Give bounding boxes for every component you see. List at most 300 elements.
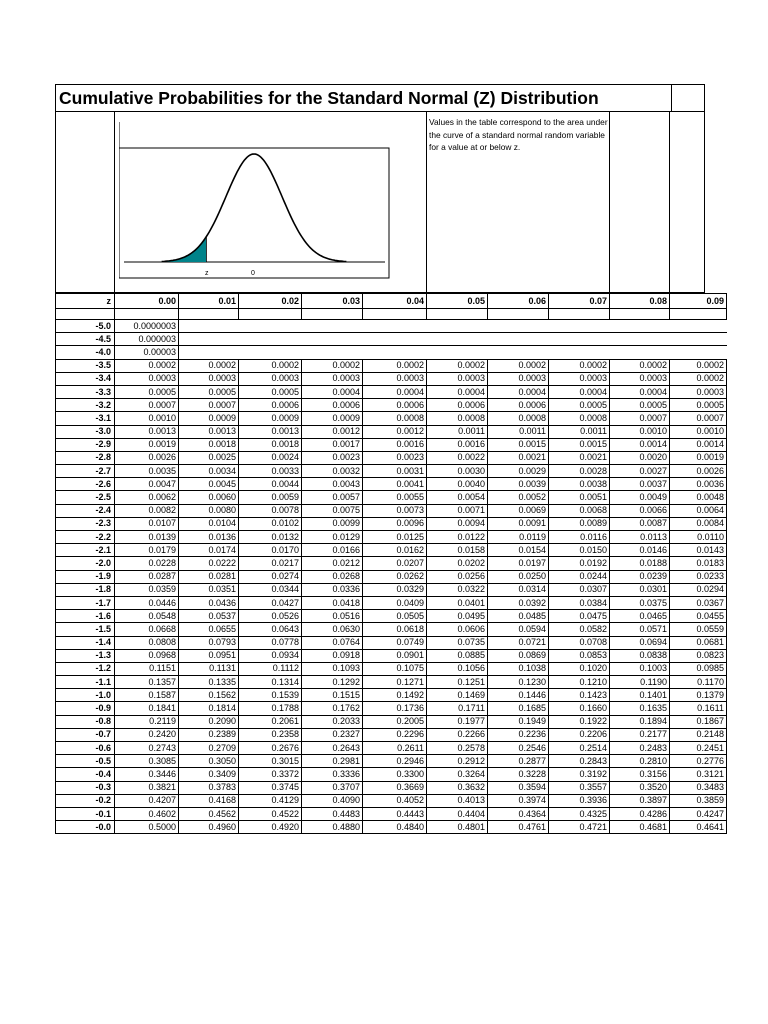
z-column-header: z [56, 294, 115, 309]
probability-cell: 0.0068 [549, 504, 610, 517]
table-row [56, 689, 727, 702]
normal-curve-figure [119, 122, 391, 284]
probability-cell: 0.0548 [115, 610, 179, 623]
probability-cell: 0.0008 [427, 412, 488, 425]
probability-cell: 0.0002 [549, 359, 610, 372]
probability-cell: 0.1562 [179, 689, 239, 702]
z-marker-label: z [205, 270, 209, 277]
probability-cell: 0.0618 [363, 623, 427, 636]
probability-cell: 0.0002 [302, 359, 363, 372]
probability-cell: 0.3085 [115, 755, 179, 768]
probability-cell [179, 333, 239, 346]
probability-cell: 0.4602 [115, 807, 179, 820]
probability-cell: 0.2090 [179, 715, 239, 728]
spacer-cell [179, 309, 239, 320]
probability-cell: 0.0005 [179, 385, 239, 398]
table-row [56, 755, 727, 768]
probability-cell: 0.0002 [427, 359, 488, 372]
z-value-cell: -1.3 [56, 649, 115, 662]
probability-cell: 0.3520 [610, 781, 670, 794]
probability-cell: 0.0026 [670, 465, 727, 478]
probability-cell: 0.0119 [488, 531, 549, 544]
probability-cell: 0.3936 [549, 794, 610, 807]
header-row [56, 294, 727, 309]
probability-cell: 0.2327 [302, 728, 363, 741]
spacer-row [56, 309, 727, 320]
z-value-cell: -0.6 [56, 742, 115, 755]
probability-cell: 0.2514 [549, 742, 610, 755]
probability-cell: 0.0174 [179, 544, 239, 557]
spacer-cell [239, 309, 302, 320]
probability-cell: 0.2546 [488, 742, 549, 755]
probability-cell: 0.1093 [302, 662, 363, 675]
probability-cell: 0.0764 [302, 636, 363, 649]
z-value-cell: -1.6 [56, 610, 115, 623]
probability-cell [239, 320, 302, 333]
probability-cell: 0.0015 [488, 438, 549, 451]
probability-cell: 0.3483 [670, 781, 727, 794]
probability-cell: 0.0028 [549, 465, 610, 478]
probability-cell: 0.2005 [363, 715, 427, 728]
probability-cell: 0.0197 [488, 557, 549, 570]
probability-cell: 0.0427 [239, 596, 302, 609]
table-row [56, 491, 727, 504]
z-value-cell: -5.0 [56, 320, 115, 333]
table-row [56, 781, 727, 794]
table-row [56, 728, 727, 741]
z-value-cell: -2.6 [56, 478, 115, 491]
probability-cell: 0.0003 [179, 372, 239, 385]
probability-cell: 0.5000 [115, 821, 179, 834]
probability-cell: 0.0359 [115, 583, 179, 596]
probability-cell: 0.0008 [363, 412, 427, 425]
spacer-cell [488, 309, 549, 320]
table-row [56, 807, 727, 820]
probability-cell: 0.0154 [488, 544, 549, 557]
probability-cell: 0.3192 [549, 768, 610, 781]
probability-cell: 0.0559 [670, 623, 727, 636]
probability-cell: 0.4483 [302, 807, 363, 820]
probability-cell: 0.0192 [549, 557, 610, 570]
table-row [56, 478, 727, 491]
probability-cell: 0.0010 [670, 425, 727, 438]
probability-cell: 0.0008 [488, 412, 549, 425]
probability-cell: 0.0096 [363, 517, 427, 530]
z-value-cell: -0.1 [56, 807, 115, 820]
z-value-cell: -0.0 [56, 821, 115, 834]
probability-cell [670, 333, 727, 346]
probability-cell: 0.0080 [179, 504, 239, 517]
probability-cell: 0.0146 [610, 544, 670, 557]
probability-cell: 0.0188 [610, 557, 670, 570]
probability-cell: 0.0166 [302, 544, 363, 557]
probability-cell: 0.0006 [302, 399, 363, 412]
figure-frame [119, 148, 389, 278]
probability-cell [610, 333, 670, 346]
probability-cell: 0.4286 [610, 807, 670, 820]
z-value-cell: -3.5 [56, 359, 115, 372]
probability-cell: 0.2483 [610, 742, 670, 755]
probability-cell: 0.0039 [488, 478, 549, 491]
z-value-cell: -4.5 [56, 333, 115, 346]
probability-cell: 0.3557 [549, 781, 610, 794]
probability-cell: 0.1949 [488, 715, 549, 728]
table-row [56, 385, 727, 398]
probability-cell: 0.0004 [610, 385, 670, 398]
probability-cell: 0.0217 [239, 557, 302, 570]
probability-cell: 0.2420 [115, 728, 179, 741]
table-row [56, 636, 727, 649]
probability-cell [670, 320, 727, 333]
probability-cell: 0.3669 [363, 781, 427, 794]
probability-cell: 0.0059 [239, 491, 302, 504]
probability-cell: 0.3409 [179, 768, 239, 781]
probability-cell: 0.0023 [363, 451, 427, 464]
probability-cell: 0.0078 [239, 504, 302, 517]
spacer-cell [363, 309, 427, 320]
z-value-cell: -3.2 [56, 399, 115, 412]
probability-cell: 0.4801 [427, 821, 488, 834]
probability-cell: 0.0002 [488, 359, 549, 372]
probability-cell: 0.0749 [363, 636, 427, 649]
probability-cell: 0.0002 [239, 359, 302, 372]
probability-cell: 0.0301 [610, 583, 670, 596]
probability-cell: 0.0139 [115, 531, 179, 544]
probability-cell: 0.1515 [302, 689, 363, 702]
probability-cell: 0.0014 [670, 438, 727, 451]
probability-cell: 0.0041 [363, 478, 427, 491]
table-row [56, 412, 727, 425]
probability-cell: 0.2946 [363, 755, 427, 768]
probability-cell: 0.0013 [179, 425, 239, 438]
probability-cell: 0.0681 [670, 636, 727, 649]
probability-cell: 0.4641 [670, 821, 727, 834]
probability-cell: 0.0019 [115, 438, 179, 451]
probability-cell: 0.1635 [610, 702, 670, 715]
probability-cell: 0.0099 [302, 517, 363, 530]
probability-cell: 0.0014 [610, 438, 670, 451]
z-value-cell: -1.8 [56, 583, 115, 596]
probability-cell: 0.0019 [670, 451, 727, 464]
probability-cell: 0.0022 [427, 451, 488, 464]
probability-cell: 0.0009 [179, 412, 239, 425]
probability-cell: 0.1379 [670, 689, 727, 702]
probability-cell: 0.0007 [610, 412, 670, 425]
probability-cell: 0.0082 [115, 504, 179, 517]
table-row [56, 570, 727, 583]
probability-cell: 0.2877 [488, 755, 549, 768]
probability-cell: 0.0064 [670, 504, 727, 517]
z-value-cell: -1.0 [56, 689, 115, 702]
probability-cell: 0.0025 [179, 451, 239, 464]
z-value-cell: -2.2 [56, 531, 115, 544]
probability-cell: 0.0031 [363, 465, 427, 478]
probability-cell: 0.1151 [115, 662, 179, 675]
spacer-cell [610, 309, 670, 320]
probability-cell: 0.0143 [670, 544, 727, 557]
probability-cell: 0.0465 [610, 610, 670, 623]
probability-cell: 0.0708 [549, 636, 610, 649]
probability-cell: 0.0885 [427, 649, 488, 662]
probability-cell [610, 346, 670, 359]
probability-cell: 0.2236 [488, 728, 549, 741]
probability-cell: 0.0094 [427, 517, 488, 530]
probability-cell: 0.4404 [427, 807, 488, 820]
probability-cell: 0.0336 [302, 583, 363, 596]
probability-cell: 0.0044 [239, 478, 302, 491]
table-row [56, 320, 727, 333]
probability-cell: 0.1711 [427, 702, 488, 715]
probability-cell: 0.0329 [363, 583, 427, 596]
probability-cell: 0.0004 [302, 385, 363, 398]
probability-cell: 0.0069 [488, 504, 549, 517]
probability-cell: 0.0132 [239, 531, 302, 544]
probability-cell: 0.4721 [549, 821, 610, 834]
table-row [56, 531, 727, 544]
probability-cell: 0.0003 [115, 372, 179, 385]
probability-cell: 0.1539 [239, 689, 302, 702]
probability-cell: 0.0250 [488, 570, 549, 583]
probability-cell [427, 346, 488, 359]
probability-cell: 0.1038 [488, 662, 549, 675]
probability-cell: 0.1314 [239, 676, 302, 689]
probability-cell: 0.0918 [302, 649, 363, 662]
probability-cell: 0.4052 [363, 794, 427, 807]
probability-cell: 0.0968 [115, 649, 179, 662]
probability-cell: 0.0002 [363, 359, 427, 372]
probability-cell: 0.1292 [302, 676, 363, 689]
probability-cell: 0.0040 [427, 478, 488, 491]
grid-line [114, 112, 115, 292]
probability-cell [549, 333, 610, 346]
probability-cell: 0.0005 [115, 385, 179, 398]
z-value-cell: -3.4 [56, 372, 115, 385]
probability-cell: 0.1587 [115, 689, 179, 702]
probability-cell: 0.3897 [610, 794, 670, 807]
probability-cell: 0.3300 [363, 768, 427, 781]
probability-cell: 0.2611 [363, 742, 427, 755]
probability-cell: 0.0038 [549, 478, 610, 491]
table-row [56, 768, 727, 781]
z-value-cell: -2.3 [56, 517, 115, 530]
z-value-cell: -3.1 [56, 412, 115, 425]
probability-cell: 0.0007 [179, 399, 239, 412]
probability-cell: 0.1867 [670, 715, 727, 728]
z-value-cell: -0.4 [56, 768, 115, 781]
probability-cell: 0.3446 [115, 768, 179, 781]
probability-cell: 0.1271 [363, 676, 427, 689]
probability-cell: 0.2843 [549, 755, 610, 768]
probability-cell: 0.0054 [427, 491, 488, 504]
column-header: 0.03 [302, 294, 363, 309]
probability-cell: 0.2676 [239, 742, 302, 755]
probability-cell: 0.0655 [179, 623, 239, 636]
probability-cell [670, 346, 727, 359]
probability-cell: 0.1210 [549, 676, 610, 689]
probability-cell: 0.0823 [670, 649, 727, 662]
table-row [56, 372, 727, 385]
probability-cell: 0.0793 [179, 636, 239, 649]
probability-cell: 0.1131 [179, 662, 239, 675]
probability-cell: 0.0808 [115, 636, 179, 649]
probability-cell: 0.0262 [363, 570, 427, 583]
probability-cell: 0.3707 [302, 781, 363, 794]
probability-cell: 0.0125 [363, 531, 427, 544]
probability-cell: 0.0009 [239, 412, 302, 425]
probability-cell: 0.2296 [363, 728, 427, 741]
probability-cell: 0.0006 [488, 399, 549, 412]
probability-cell: 0.3745 [239, 781, 302, 794]
probability-cell: 0.0002 [610, 359, 670, 372]
table-row [56, 623, 727, 636]
probability-cell: 0.2743 [115, 742, 179, 755]
probability-cell: 0.0047 [115, 478, 179, 491]
probability-cell: 0.2389 [179, 728, 239, 741]
probability-cell: 0.4562 [179, 807, 239, 820]
column-header: 0.04 [363, 294, 427, 309]
probability-cell: 0.0228 [115, 557, 179, 570]
probability-cell: 0.0274 [239, 570, 302, 583]
table-row [56, 662, 727, 675]
probability-cell: 0.00003 [115, 346, 179, 359]
probability-cell: 0.4325 [549, 807, 610, 820]
probability-cell: 0.2148 [670, 728, 727, 741]
probability-cell: 0.0384 [549, 596, 610, 609]
probability-cell: 0.0008 [549, 412, 610, 425]
probability-cell: 0.0003 [427, 372, 488, 385]
probability-cell: 0.0016 [363, 438, 427, 451]
probability-cell: 0.0087 [610, 517, 670, 530]
probability-cell: 0.0033 [239, 465, 302, 478]
table-row [56, 794, 727, 807]
page-title: Cumulative Probabilities for the Standard Normal (Z) Distribution [56, 85, 672, 111]
spacer-cell [427, 309, 488, 320]
probability-cell: 0.0934 [239, 649, 302, 662]
z-value-cell: -0.7 [56, 728, 115, 741]
probability-cell [549, 320, 610, 333]
probability-cell: 0.0010 [115, 412, 179, 425]
probability-cell [239, 333, 302, 346]
probability-cell: 0.4960 [179, 821, 239, 834]
probability-cell: 0.1423 [549, 689, 610, 702]
probability-cell: 0.0062 [115, 491, 179, 504]
z-table-sheet [55, 84, 724, 834]
probability-cell: 0.0721 [488, 636, 549, 649]
probability-cell: 0.0003 [302, 372, 363, 385]
probability-cell: 0.0007 [115, 399, 179, 412]
probability-cell: 0.0475 [549, 610, 610, 623]
probability-cell: 0.0104 [179, 517, 239, 530]
probability-cell: 0.0294 [670, 583, 727, 596]
table-row [56, 451, 727, 464]
probability-cell: 0.0162 [363, 544, 427, 557]
probability-cell: 0.0073 [363, 504, 427, 517]
column-header: 0.08 [610, 294, 670, 309]
probability-cell: 0.4247 [670, 807, 727, 820]
probability-cell: 0.2810 [610, 755, 670, 768]
table-row [56, 610, 727, 623]
spacer-cell [302, 309, 363, 320]
probability-cell: 0.2061 [239, 715, 302, 728]
probability-cell: 0.3821 [115, 781, 179, 794]
probability-cell: 0.4207 [115, 794, 179, 807]
probability-cell [488, 346, 549, 359]
column-header: 0.05 [427, 294, 488, 309]
probability-cell: 0.0485 [488, 610, 549, 623]
probability-cell: 0.0024 [239, 451, 302, 464]
probability-cell [488, 320, 549, 333]
probability-cell: 0.2912 [427, 755, 488, 768]
probability-cell [610, 320, 670, 333]
probability-cell: 0.0901 [363, 649, 427, 662]
probability-cell: 0.0007 [670, 412, 727, 425]
probability-cell: 0.0268 [302, 570, 363, 583]
probability-cell: 0.0017 [302, 438, 363, 451]
probability-cell: 0.0000003 [115, 320, 179, 333]
probability-cell: 0.4920 [239, 821, 302, 834]
probability-cell: 0.0643 [239, 623, 302, 636]
probability-cell: 0.1075 [363, 662, 427, 675]
probability-cell: 0.0021 [488, 451, 549, 464]
probability-cell: 0.0222 [179, 557, 239, 570]
probability-cell: 0.1788 [239, 702, 302, 715]
probability-cell: 0.0158 [427, 544, 488, 557]
probability-cell: 0.0392 [488, 596, 549, 609]
probability-cell: 0.2643 [302, 742, 363, 755]
column-header: 0.02 [239, 294, 302, 309]
probability-cell: 0.4443 [363, 807, 427, 820]
probability-cell [302, 333, 363, 346]
spacer-cell [549, 309, 610, 320]
probability-cell: 0.3050 [179, 755, 239, 768]
probability-cell: 0.0838 [610, 649, 670, 662]
probability-cell: 0.0129 [302, 531, 363, 544]
probability-cell [488, 333, 549, 346]
probability-cell: 0.2119 [115, 715, 179, 728]
z-value-cell: -0.5 [56, 755, 115, 768]
probability-cell: 0.0023 [302, 451, 363, 464]
probability-cell: 0.4840 [363, 821, 427, 834]
probability-cell: 0.0045 [179, 478, 239, 491]
z-value-cell: -2.4 [56, 504, 115, 517]
z-value-cell: -3.3 [56, 385, 115, 398]
probability-cell: 0.0869 [488, 649, 549, 662]
z-value-cell: -2.9 [56, 438, 115, 451]
table-description: Values in the table correspond to the area under the curve of a standard normal random variable for a value at or below z. [429, 117, 608, 153]
probability-cell: 0.3783 [179, 781, 239, 794]
probability-cell: 0.0043 [302, 478, 363, 491]
probability-cell [179, 320, 239, 333]
probability-cell: 0.0375 [610, 596, 670, 609]
table-row [56, 583, 727, 596]
probability-cell: 0.1685 [488, 702, 549, 715]
probability-cell: 0.1446 [488, 689, 549, 702]
probability-cell: 0.3264 [427, 768, 488, 781]
probability-cell: 0.0055 [363, 491, 427, 504]
probability-cell: 0.0351 [179, 583, 239, 596]
probability-cell: 0.1894 [610, 715, 670, 728]
probability-cell [302, 346, 363, 359]
probability-cell: 0.2578 [427, 742, 488, 755]
probability-cell: 0.1170 [670, 676, 727, 689]
probability-cell: 0.3336 [302, 768, 363, 781]
probability-cell: 0.0455 [670, 610, 727, 623]
probability-cell: 0.0084 [670, 517, 727, 530]
probability-cell: 0.1251 [427, 676, 488, 689]
probability-cell: 0.4522 [239, 807, 302, 820]
probability-cell: 0.0005 [610, 399, 670, 412]
probability-cell: 0.0951 [179, 649, 239, 662]
